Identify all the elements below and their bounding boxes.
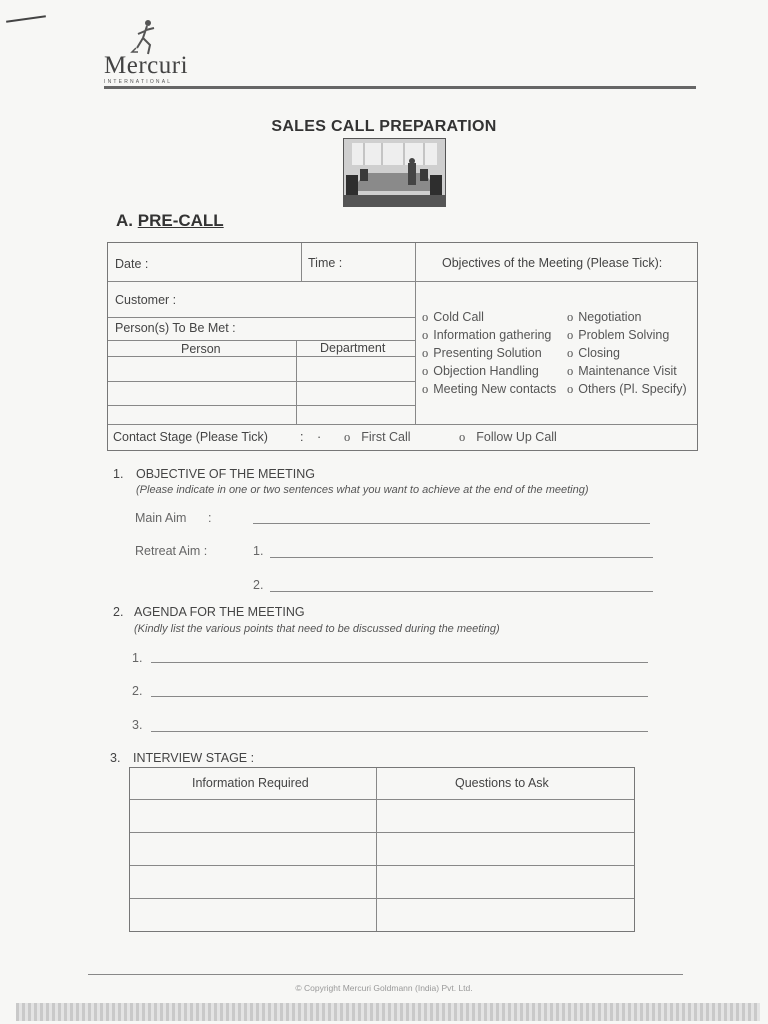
objective-label: Closing bbox=[578, 346, 620, 360]
agenda-number: 3. bbox=[132, 718, 143, 732]
divider bbox=[301, 243, 302, 281]
meeting-room-illustration bbox=[344, 139, 445, 206]
information-required-header: Information Required bbox=[192, 776, 309, 790]
follow-up-call-label: Follow Up Call bbox=[476, 430, 557, 444]
objectives-header: Objectives of the Meeting (Please Tick): bbox=[442, 256, 663, 270]
checkbox-circle-icon: o bbox=[422, 328, 429, 342]
objective-label: Others (Pl. Specify) bbox=[578, 382, 687, 396]
checkbox-circle-icon: o bbox=[567, 310, 574, 324]
objective-label: Maintenance Visit bbox=[578, 364, 677, 378]
objective-option[interactable] bbox=[422, 310, 484, 325]
checkbox-circle-icon: o bbox=[422, 382, 429, 396]
running-figure-logo-icon bbox=[128, 18, 162, 56]
objective-option[interactable] bbox=[422, 364, 539, 379]
objective-label: Meeting New contacts bbox=[433, 382, 557, 396]
objective-option[interactable] bbox=[567, 382, 687, 397]
agenda-number: 2. bbox=[132, 684, 143, 698]
contact-stage-dot: · bbox=[317, 430, 322, 444]
checkbox-circle-icon: o bbox=[459, 430, 466, 444]
divider bbox=[108, 281, 697, 282]
divider bbox=[108, 356, 415, 357]
retreat-aim-number: 2. bbox=[253, 578, 264, 592]
section-a-heading bbox=[116, 211, 224, 231]
divider bbox=[108, 381, 415, 382]
objective-option[interactable] bbox=[567, 364, 677, 379]
page-title: SALES CALL PREPARATION bbox=[271, 118, 497, 135]
first-call-label: First Call bbox=[361, 430, 411, 444]
objective-label: Problem Solving bbox=[578, 328, 670, 342]
objective-option[interactable] bbox=[567, 310, 642, 325]
retreat-aim-field-2[interactable] bbox=[270, 591, 653, 592]
header-rule bbox=[104, 86, 696, 89]
checkbox-circle-icon: o bbox=[422, 364, 429, 378]
checkbox-circle-icon: o bbox=[567, 382, 574, 396]
checkbox-circle-icon: o bbox=[422, 346, 429, 360]
section-a-title: PRE-CALL bbox=[137, 211, 224, 230]
checkbox-circle-icon: o bbox=[422, 310, 429, 324]
questions-to-ask-header: Questions to Ask bbox=[455, 776, 549, 790]
brand-name: Mercuri bbox=[104, 52, 189, 79]
objective-label: Negotiation bbox=[578, 310, 642, 324]
agenda-field-2[interactable] bbox=[151, 696, 648, 697]
agenda-number: 1. bbox=[132, 651, 143, 665]
objective-option[interactable] bbox=[567, 346, 620, 361]
objective-label: Cold Call bbox=[433, 310, 484, 324]
divider bbox=[108, 405, 415, 406]
objective-option[interactable] bbox=[567, 328, 669, 343]
brand-subtitle: INTERNATIONAL bbox=[104, 79, 173, 85]
objective-option[interactable] bbox=[422, 346, 542, 361]
precall-table bbox=[107, 242, 698, 451]
q1-number: 1. bbox=[113, 467, 124, 481]
q2-number: 2. bbox=[113, 605, 124, 619]
divider bbox=[130, 898, 634, 899]
customer-label: Customer : bbox=[115, 293, 177, 307]
department-column-header: Department bbox=[320, 341, 386, 355]
objective-option[interactable] bbox=[422, 382, 556, 397]
time-label: Time : bbox=[308, 256, 343, 270]
follow-up-call-option[interactable] bbox=[459, 430, 557, 445]
footer-rule bbox=[88, 974, 683, 975]
q2-hint: (Kindly list the various points that need to be discussed during the meeting) bbox=[134, 623, 500, 635]
interview-stage-table bbox=[129, 767, 635, 932]
copyright-notice: © Copyright Mercuri Goldmann (India) Pvt. Ltd. bbox=[295, 983, 473, 993]
q3-number: 3. bbox=[110, 751, 121, 765]
objective-option[interactable] bbox=[422, 328, 551, 343]
contact-stage-colon: : bbox=[300, 430, 304, 444]
q1-hint: (Please indicate in one or two sentences what you want to achieve at the end of the meeting) bbox=[136, 484, 589, 496]
main-aim-colon: : bbox=[208, 511, 212, 525]
checkbox-circle-icon: o bbox=[567, 364, 574, 378]
main-aim-label: Main Aim bbox=[135, 511, 187, 525]
first-call-option[interactable] bbox=[344, 430, 411, 445]
objective-label: Presenting Solution bbox=[433, 346, 542, 360]
checkbox-circle-icon: o bbox=[567, 328, 574, 342]
retreat-aim-label: Retreat Aim : bbox=[135, 544, 208, 558]
checkbox-circle-icon: o bbox=[344, 430, 351, 444]
section-a-letter: A. bbox=[116, 211, 133, 230]
q1-title: OBJECTIVE OF THE MEETING bbox=[136, 467, 315, 481]
objective-label: Information gathering bbox=[433, 328, 552, 342]
divider bbox=[130, 865, 634, 866]
date-label: Date : bbox=[115, 257, 149, 271]
divider bbox=[296, 340, 297, 424]
objective-label: Objection Handling bbox=[433, 364, 539, 378]
divider bbox=[108, 424, 697, 425]
persons-to-be-met-label: Person(s) To Be Met : bbox=[115, 321, 236, 335]
divider bbox=[376, 768, 377, 931]
meeting-room-photo bbox=[343, 138, 446, 207]
main-aim-field[interactable] bbox=[253, 523, 650, 524]
divider bbox=[108, 317, 415, 318]
checkbox-circle-icon: o bbox=[567, 346, 574, 360]
scan-edge bbox=[16, 1003, 760, 1021]
divider bbox=[130, 832, 634, 833]
divider bbox=[130, 799, 634, 800]
retreat-aim-field-1[interactable] bbox=[270, 557, 653, 558]
retreat-aim-number: 1. bbox=[253, 544, 264, 558]
agenda-field-1[interactable] bbox=[151, 662, 648, 663]
agenda-field-3[interactable] bbox=[151, 731, 648, 732]
person-column-header: Person bbox=[181, 342, 221, 356]
divider bbox=[415, 243, 416, 424]
pen-mark bbox=[6, 15, 46, 23]
contact-stage-label: Contact Stage (Please Tick) bbox=[113, 430, 268, 444]
q3-title: INTERVIEW STAGE : bbox=[133, 751, 255, 765]
q2-title: AGENDA FOR THE MEETING bbox=[134, 605, 305, 619]
